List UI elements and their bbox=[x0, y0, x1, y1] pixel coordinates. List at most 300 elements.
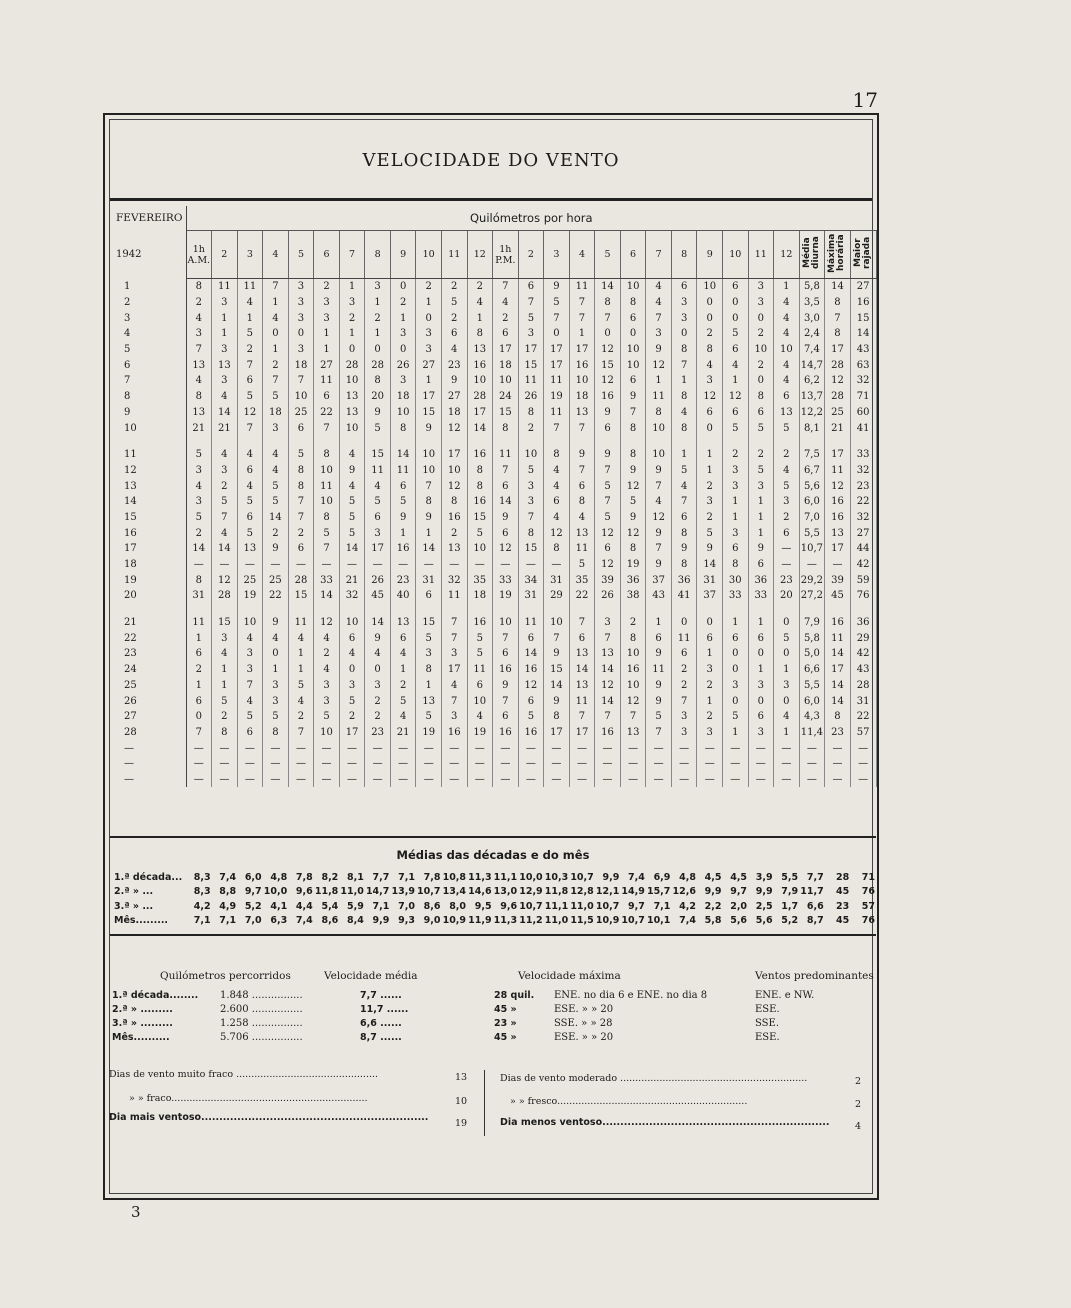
value-cell: 3 bbox=[441, 709, 467, 725]
medias-value: 11,9 bbox=[468, 915, 492, 927]
value-cell: 2 bbox=[365, 310, 391, 326]
value-cell: 6 bbox=[467, 678, 493, 694]
value-cell: 7 bbox=[288, 510, 314, 526]
hour-header-label: 11 bbox=[448, 249, 461, 260]
value-cell: 6 bbox=[365, 510, 391, 526]
value-cell: 32 bbox=[339, 588, 365, 604]
value-cell: 9 bbox=[544, 693, 570, 709]
value-cell: 14 bbox=[390, 447, 416, 463]
value-cell: 15 bbox=[850, 310, 876, 326]
value-cell: 3 bbox=[263, 678, 289, 694]
value-cell: 3,5 bbox=[799, 295, 825, 311]
value-cell: 28 bbox=[825, 357, 851, 373]
summary-vm: 11,7 ...... bbox=[360, 1004, 409, 1015]
value-cell: 0 bbox=[774, 693, 800, 709]
value-cell: 6 bbox=[314, 389, 340, 405]
table-row bbox=[110, 525, 876, 541]
value-cell: 10 bbox=[288, 389, 314, 405]
value-cell: 19 bbox=[620, 557, 646, 573]
medias-value: 9,7 bbox=[244, 886, 262, 898]
hour-header-label: 7 bbox=[655, 249, 662, 260]
value-cell: 0 bbox=[416, 310, 442, 326]
value-cell: 26 bbox=[518, 389, 544, 405]
value-cell: 28 bbox=[339, 357, 365, 373]
value-cell: 10,7 bbox=[799, 541, 825, 557]
value-cell: 5 bbox=[620, 494, 646, 510]
value-cell: 6 bbox=[493, 326, 519, 342]
value-cell: 3 bbox=[748, 678, 774, 694]
value-cell: 0 bbox=[620, 326, 646, 342]
value-cell: 1 bbox=[186, 678, 212, 694]
value-cell: 41 bbox=[671, 588, 697, 604]
dash-cell: — bbox=[186, 756, 212, 772]
value-cell: 8 bbox=[314, 510, 340, 526]
value-cell: 7 bbox=[237, 420, 263, 436]
value-cell: 4 bbox=[186, 373, 212, 389]
value-cell: 1 bbox=[390, 662, 416, 678]
value-cell: 8 bbox=[263, 725, 289, 741]
value-cell: 2 bbox=[518, 420, 544, 436]
value-cell: 23 bbox=[825, 725, 851, 741]
value-cell: 14 bbox=[825, 693, 851, 709]
value-cell: 4 bbox=[774, 357, 800, 373]
dash-cell: — bbox=[288, 756, 314, 772]
value-cell: 2 bbox=[186, 525, 212, 541]
value-cell: 9 bbox=[544, 646, 570, 662]
dash-cell: — bbox=[518, 756, 544, 772]
day-cell: 25 bbox=[110, 678, 186, 694]
medias-value: 10,1 bbox=[646, 915, 671, 927]
medias-value: 5,9 bbox=[347, 900, 364, 912]
value-cell: 13 bbox=[186, 405, 212, 421]
value-cell: 7 bbox=[263, 373, 289, 389]
medias-value: 7,7 bbox=[806, 871, 824, 883]
value-cell: 16 bbox=[467, 357, 493, 373]
value-cell: 2 bbox=[212, 709, 238, 725]
medias-title: Médias das décadas e do mês bbox=[396, 848, 590, 862]
value-cell: 3 bbox=[722, 525, 748, 541]
medias-value: 10,0 bbox=[263, 886, 288, 898]
medias-value: 8,1 bbox=[347, 871, 364, 883]
value-cell: 8 bbox=[620, 295, 646, 311]
value-cell: 3 bbox=[390, 326, 416, 342]
value-cell: 17 bbox=[544, 357, 570, 373]
value-cell: 12 bbox=[595, 678, 621, 694]
value-cell: 5 bbox=[263, 494, 289, 510]
value-cell: 11 bbox=[390, 463, 416, 479]
value-cell: 16 bbox=[493, 725, 519, 741]
hour-header-label: 6 bbox=[630, 249, 637, 260]
value-cell: 1 bbox=[722, 725, 748, 741]
value-cell: 6 bbox=[390, 630, 416, 646]
value-cell: 16 bbox=[390, 541, 416, 557]
dash-cell: — bbox=[646, 756, 672, 772]
value-cell: 5 bbox=[722, 420, 748, 436]
value-cell: 2 bbox=[441, 525, 467, 541]
value-cell: 7 bbox=[671, 494, 697, 510]
value-cell: 9 bbox=[646, 557, 672, 573]
value-cell: 1 bbox=[569, 326, 595, 342]
value-cell: 3 bbox=[212, 463, 238, 479]
value-cell: 7,9 bbox=[799, 615, 825, 631]
value-cell: 17 bbox=[339, 725, 365, 741]
value-cell: 1 bbox=[339, 326, 365, 342]
ventos-header: Ventos predominantes bbox=[755, 970, 874, 982]
value-cell: 11 bbox=[212, 279, 238, 295]
dash-cell: — bbox=[493, 756, 519, 772]
value-cell: 8 bbox=[825, 326, 851, 342]
value-cell: 27 bbox=[416, 357, 442, 373]
medias-value: 10,7 bbox=[417, 886, 441, 898]
value-cell: 12,2 bbox=[799, 405, 825, 421]
value-cell: 5 bbox=[314, 525, 340, 541]
medias-value: 12,1 bbox=[595, 886, 620, 898]
value-cell: 37 bbox=[646, 572, 672, 588]
value-cell: 11 bbox=[186, 615, 212, 631]
value-cell: 0 bbox=[722, 295, 748, 311]
value-cell: 6 bbox=[569, 630, 595, 646]
value-cell: 32 bbox=[850, 373, 876, 389]
value-cell: 2 bbox=[186, 662, 212, 678]
medias-label: 1.ª década... bbox=[114, 871, 183, 883]
value-cell: 18 bbox=[288, 357, 314, 373]
value-cell: 1 bbox=[646, 615, 672, 631]
value-cell: 21 bbox=[825, 420, 851, 436]
value-cell: 6 bbox=[237, 510, 263, 526]
value-cell: 2 bbox=[493, 310, 519, 326]
hour-header-label: 12 bbox=[780, 249, 793, 260]
value-cell: 14 bbox=[825, 646, 851, 662]
value-cell: 10 bbox=[314, 725, 340, 741]
value-cell: 32 bbox=[850, 510, 876, 526]
decade-gap bbox=[110, 436, 876, 447]
medias-value: 4,4 bbox=[295, 900, 313, 912]
table-row bbox=[110, 447, 876, 463]
dash-cell: — bbox=[825, 756, 851, 772]
table-row bbox=[110, 295, 876, 311]
medias-value: 8,6 bbox=[321, 915, 339, 927]
medias-value: 9,6 bbox=[295, 886, 313, 898]
value-cell: 15 bbox=[518, 357, 544, 373]
medias-value: 5,6 bbox=[730, 915, 748, 927]
value-cell: 4 bbox=[697, 357, 723, 373]
value-cell: 9 bbox=[646, 693, 672, 709]
value-cell: 2,4 bbox=[799, 326, 825, 342]
table-row bbox=[110, 310, 876, 326]
value-cell: 10 bbox=[620, 279, 646, 295]
value-cell: 23 bbox=[390, 572, 416, 588]
value-cell: 4 bbox=[441, 342, 467, 358]
dash-cell: — bbox=[825, 772, 851, 788]
value-cell: 9 bbox=[263, 615, 289, 631]
value-cell: 5 bbox=[390, 494, 416, 510]
day-cell: 14 bbox=[110, 494, 186, 510]
value-cell: 4 bbox=[237, 693, 263, 709]
dash-cell: — bbox=[748, 740, 774, 756]
value-cell: 4 bbox=[263, 310, 289, 326]
value-cell: 4 bbox=[467, 295, 493, 311]
medias-value: 8,2 bbox=[321, 871, 339, 883]
value-cell: 13 bbox=[569, 678, 595, 694]
value-cell: 8 bbox=[186, 389, 212, 405]
value-cell: 11 bbox=[569, 279, 595, 295]
value-cell: 6 bbox=[722, 541, 748, 557]
value-cell: — bbox=[441, 557, 467, 573]
dash-cell: — bbox=[441, 740, 467, 756]
value-cell: 38 bbox=[620, 588, 646, 604]
value-cell: 6 bbox=[416, 588, 442, 604]
value-cell: — bbox=[288, 557, 314, 573]
value-cell: 7 bbox=[416, 478, 442, 494]
value-cell: 0 bbox=[748, 373, 774, 389]
value-cell: 4 bbox=[467, 709, 493, 725]
value-cell: 6 bbox=[493, 709, 519, 725]
dia-menos-ventoso-label: Dia menos ventoso............................................................... bbox=[500, 1117, 830, 1128]
dash-cell: — bbox=[416, 740, 442, 756]
value-cell: 3 bbox=[722, 478, 748, 494]
value-cell: 6 bbox=[620, 373, 646, 389]
value-cell: 1 bbox=[288, 662, 314, 678]
value-cell: 7 bbox=[544, 310, 570, 326]
value-cell: 32 bbox=[850, 463, 876, 479]
hour-header-label: 11 bbox=[754, 249, 767, 260]
table-row bbox=[110, 615, 876, 631]
hour-header bbox=[620, 231, 646, 279]
value-cell: 1 bbox=[390, 310, 416, 326]
dash-cell: — bbox=[544, 756, 570, 772]
value-cell: 2 bbox=[441, 279, 467, 295]
value-cell: 14 bbox=[365, 615, 391, 631]
day-cell: 15 bbox=[110, 510, 186, 526]
value-cell: 12 bbox=[518, 678, 544, 694]
value-cell: 7 bbox=[288, 494, 314, 510]
medias-value: 5,6 bbox=[755, 915, 773, 927]
table-row bbox=[110, 494, 876, 510]
value-cell: 17 bbox=[569, 725, 595, 741]
value-cell: 7 bbox=[595, 310, 621, 326]
dash-cell: — bbox=[110, 756, 186, 772]
value-cell: 6 bbox=[620, 310, 646, 326]
medias-value: 2,0 bbox=[730, 900, 748, 912]
value-cell: 6 bbox=[493, 525, 519, 541]
value-cell: 11 bbox=[671, 630, 697, 646]
value-cell: 4 bbox=[544, 510, 570, 526]
value-cell: 3 bbox=[237, 662, 263, 678]
value-cell: 4 bbox=[671, 405, 697, 421]
value-cell: 5 bbox=[416, 630, 442, 646]
medias-value: 10,7 bbox=[595, 900, 620, 912]
value-cell: 9 bbox=[646, 463, 672, 479]
dash-cell: — bbox=[544, 740, 570, 756]
value-cell: 11 bbox=[825, 630, 851, 646]
value-cell: 17 bbox=[416, 389, 442, 405]
value-cell: 41 bbox=[850, 420, 876, 436]
table-row bbox=[110, 725, 876, 741]
value-cell: 5 bbox=[467, 630, 493, 646]
value-cell: 5 bbox=[339, 494, 365, 510]
medias-value: 4,2 bbox=[679, 900, 696, 912]
value-cell: 7 bbox=[314, 541, 340, 557]
dash-cell: — bbox=[748, 756, 774, 772]
medias-value: 13,4 bbox=[442, 886, 467, 898]
value-cell: 7 bbox=[544, 630, 570, 646]
value-cell: 5 bbox=[365, 420, 391, 436]
vel-media-header: Velocidade média bbox=[324, 970, 418, 982]
hour-header bbox=[365, 231, 391, 279]
value-cell: 15 bbox=[544, 662, 570, 678]
value-cell: 8 bbox=[748, 389, 774, 405]
value-cell: 1 bbox=[671, 373, 697, 389]
table-row bbox=[110, 662, 876, 678]
value-cell: 6 bbox=[339, 630, 365, 646]
dias-muito-fraco-value: 13 bbox=[455, 1072, 468, 1083]
value-cell: 4 bbox=[314, 662, 340, 678]
value-cell: 33 bbox=[850, 447, 876, 463]
value-cell: 0 bbox=[339, 342, 365, 358]
medias-value: 10,7 bbox=[570, 871, 594, 883]
value-cell: 6 bbox=[544, 494, 570, 510]
value-cell: 2 bbox=[748, 447, 774, 463]
day-cell: 9 bbox=[110, 405, 186, 421]
dash-cell: — bbox=[722, 756, 748, 772]
value-cell: 0 bbox=[390, 342, 416, 358]
dias-divider bbox=[484, 1070, 485, 1136]
medias-value: 11,0 bbox=[570, 900, 594, 912]
day-cell: 16 bbox=[110, 525, 186, 541]
value-cell: 19 bbox=[467, 725, 493, 741]
value-cell: 10 bbox=[646, 420, 672, 436]
value-cell: 9 bbox=[646, 342, 672, 358]
value-cell: 29 bbox=[850, 630, 876, 646]
value-cell: 13 bbox=[390, 615, 416, 631]
value-cell: 4 bbox=[365, 478, 391, 494]
value-cell: 6 bbox=[493, 478, 519, 494]
value-cell: 5 bbox=[569, 557, 595, 573]
dash-cell: — bbox=[390, 772, 416, 788]
value-cell: 4 bbox=[237, 295, 263, 311]
value-cell: 8,1 bbox=[799, 420, 825, 436]
value-cell: 4 bbox=[390, 709, 416, 725]
value-cell: 14 bbox=[518, 646, 544, 662]
value-cell: 4 bbox=[774, 310, 800, 326]
value-cell: 3 bbox=[186, 494, 212, 510]
value-cell: 8 bbox=[467, 326, 493, 342]
medias-value: 15,7 bbox=[646, 886, 671, 898]
value-cell: 14 bbox=[314, 588, 340, 604]
empty-row bbox=[110, 772, 876, 788]
value-cell: 4 bbox=[774, 295, 800, 311]
value-cell: 10 bbox=[467, 373, 493, 389]
day-cell: 3 bbox=[110, 310, 186, 326]
value-cell: 12 bbox=[646, 357, 672, 373]
value-cell: 6 bbox=[237, 373, 263, 389]
value-cell: 2 bbox=[748, 326, 774, 342]
value-cell: 10 bbox=[518, 447, 544, 463]
medias-value: 9,9 bbox=[372, 915, 390, 927]
value-cell: 1 bbox=[212, 326, 238, 342]
hour-header-label: 4 bbox=[578, 249, 585, 260]
value-cell: 7 bbox=[186, 342, 212, 358]
value-cell: 5 bbox=[518, 310, 544, 326]
year-label: 1942 bbox=[110, 231, 186, 279]
dash-cell: — bbox=[390, 740, 416, 756]
value-cell: 3 bbox=[263, 420, 289, 436]
value-cell: 8 bbox=[671, 389, 697, 405]
dash-cell: — bbox=[186, 772, 212, 788]
value-cell: 8 bbox=[697, 342, 723, 358]
value-cell: 4 bbox=[339, 447, 365, 463]
value-cell: 17 bbox=[467, 405, 493, 421]
value-cell: 12 bbox=[595, 557, 621, 573]
value-cell: 7 bbox=[288, 373, 314, 389]
value-cell: 7 bbox=[620, 709, 646, 725]
value-cell: 9 bbox=[263, 541, 289, 557]
hourly-wind-table bbox=[110, 206, 877, 787]
value-cell: 8 bbox=[212, 725, 238, 741]
value-cell: 1 bbox=[748, 510, 774, 526]
value-cell: 0 bbox=[748, 646, 774, 662]
value-cell: 4 bbox=[212, 389, 238, 405]
value-cell: 3 bbox=[390, 373, 416, 389]
value-cell: 36 bbox=[748, 572, 774, 588]
value-cell: 2 bbox=[774, 510, 800, 526]
value-cell: 1 bbox=[365, 326, 391, 342]
hour-header-label: 8 bbox=[374, 249, 381, 260]
value-cell: — bbox=[493, 557, 519, 573]
dash-cell: — bbox=[110, 772, 186, 788]
value-cell: 31 bbox=[518, 588, 544, 604]
value-cell: 37 bbox=[697, 588, 723, 604]
value-cell: 11 bbox=[518, 615, 544, 631]
value-cell: 3 bbox=[416, 326, 442, 342]
value-cell: 2 bbox=[671, 662, 697, 678]
value-cell: 13 bbox=[825, 525, 851, 541]
dash-cell: — bbox=[850, 756, 876, 772]
summary-label: 1.ª década........ bbox=[112, 990, 199, 1001]
value-cell: 18 bbox=[263, 405, 289, 421]
value-cell: 7 bbox=[620, 405, 646, 421]
value-cell: 5 bbox=[748, 420, 774, 436]
value-cell: 3 bbox=[263, 693, 289, 709]
group-header: Quilómetros por hora bbox=[186, 206, 876, 231]
medias-row bbox=[110, 885, 876, 900]
table-row bbox=[110, 373, 876, 389]
dash-cell: — bbox=[288, 772, 314, 788]
value-cell: 8 bbox=[441, 494, 467, 510]
value-cell: 15 bbox=[518, 541, 544, 557]
value-cell: 0 bbox=[722, 662, 748, 678]
value-cell: 27 bbox=[850, 525, 876, 541]
table-row bbox=[110, 326, 876, 342]
medias-value: 9,9 bbox=[602, 871, 620, 883]
table-row bbox=[110, 693, 876, 709]
value-cell: 12 bbox=[697, 389, 723, 405]
value-cell: 12 bbox=[595, 525, 621, 541]
day-cell: 10 bbox=[110, 420, 186, 436]
value-cell: 7 bbox=[569, 310, 595, 326]
summary-pred: ESE. bbox=[755, 1032, 780, 1043]
value-cell: 5 bbox=[339, 693, 365, 709]
value-cell: 11 bbox=[518, 373, 544, 389]
medias-value: 45 bbox=[836, 915, 850, 927]
value-cell: 9 bbox=[595, 447, 621, 463]
value-cell: 7 bbox=[646, 478, 672, 494]
value-cell: 3 bbox=[774, 494, 800, 510]
value-cell: 8 bbox=[825, 709, 851, 725]
hour-header bbox=[186, 231, 212, 279]
hour-header-label: 2 bbox=[527, 249, 534, 260]
dash-cell: — bbox=[314, 740, 340, 756]
